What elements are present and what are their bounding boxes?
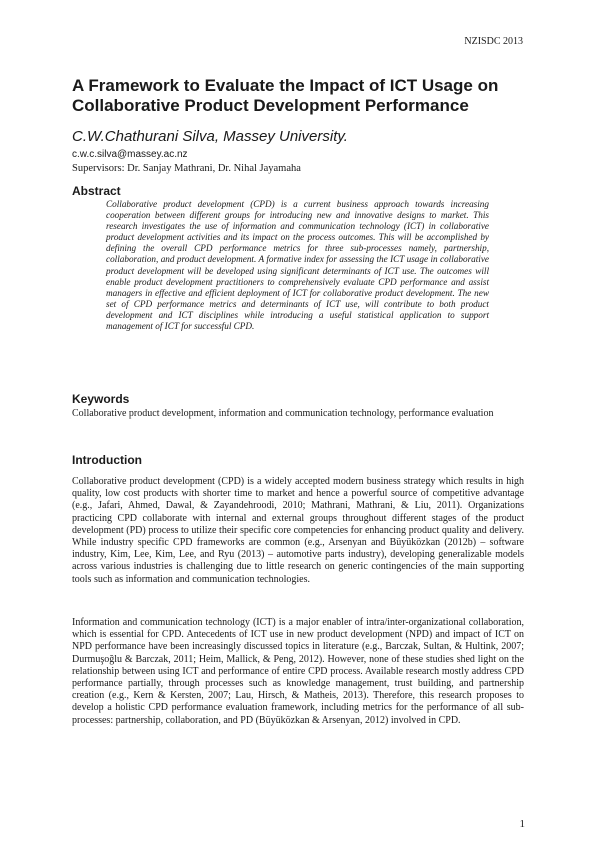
page-number: 1 <box>519 818 525 830</box>
abstract-text: Collaborative product development (CPD) is a current business approach towards increasing cooperation between different groups for introducing new and innovative designs to market. This research investigates the use of information and communication technology (ICT) in collaborative product development activities and its impact on the process outcomes. This will be accomplished by defining the overall CPD performance metrics for three sub-processes namely, partnership, collaboration, and product development. A formative index for assessing the ICT usage in collaborative product development will be developed using significant determinants of ICT use. The outcomes will enable product development practitioners to comprehensively evaluate CPD performance and assist managers in effective and efficient deployment of ICT for collaborative product development. The new set of CPD performance metrics and determinants of ICT use, will contribute to both product development and ICT disciplines while introducing a useful statistical application to support management of ICT for successful CPD. <box>106 199 489 332</box>
keywords-text: Collaborative product development, information and communication technology, performance evaluation <box>72 408 494 419</box>
introduction-paragraph-1: Collaborative product development (CPD) is a widely accepted modern business strategy which results in high quality, low cost products with shorter time to market and hence a powerful source of competitive advantage (e.g., Jafari, Ahmed, Dawal, & Zayandehroodi, 2010; Mathrani, Mathrani, & Liu, 2011). Organizations practicing CPD collaborate with internal and external groups throughout different stages of the product development (PD) process to utilize their specific core competencies for enhancing product quality and delivery. While industry specific CPD frameworks are common (e.g., Arsenyan and Büyüközkan (2012b) – software industry, Kim, Lee, Kim, Lee, and Ryu (2013) – automotive parts industry), developing generalizable models across various industries is challenging due to little research on generic contingencies of the main supporting tools such as information and communication technologies. <box>72 476 524 585</box>
running-header: NZISDC 2013 <box>464 36 523 47</box>
introduction-paragraph-2: Information and communication technology (ICT) is a major enabler of intra/inter-organizational collaboration, which is essential for CPD. Antecedents of ICT use in new product development (NPD) and impact of ICT on NPD performance have been increasingly discussed topics in literature (e.g., Barczak, Sultan, & Hultink, 2007; Durmuşoğlu & Barczak, 2011; Heim, Mallick, & Peng, 2012). However, none of these studies shed light on the relationship between using ICT and performance of entire CPD process. Available research mostly address CPD performance partially, through processes such as knowledge management, trust building, and partnership creation (e.g., Kern & Kersten, 2007; Lau, Hirsch, & Matheis, 2013). Therefore, this research proposes to develop a holistic CPD performance evaluation framework, including metrics for the performance of all sub-processes: partnership, collaboration, and PD (Büyüközkan & Arsenyan, 2012) involved in CPD. <box>72 617 524 726</box>
paper-title: A Framework to Evaluate the Impact of ICT Usage on Collaborative Product Development Performance <box>72 76 499 115</box>
supervisors-line: Supervisors: Dr. Sanjay Mathrani, Dr. Nihal Jayamaha <box>72 163 301 174</box>
author-email: c.w.c.silva@massey.ac.nz <box>72 149 188 160</box>
keywords-heading: Keywords <box>72 392 130 406</box>
abstract-heading: Abstract <box>72 184 121 198</box>
introduction-heading: Introduction <box>72 453 142 467</box>
author-line: C.W.Chathurani Silva, Massey University. <box>72 128 348 145</box>
